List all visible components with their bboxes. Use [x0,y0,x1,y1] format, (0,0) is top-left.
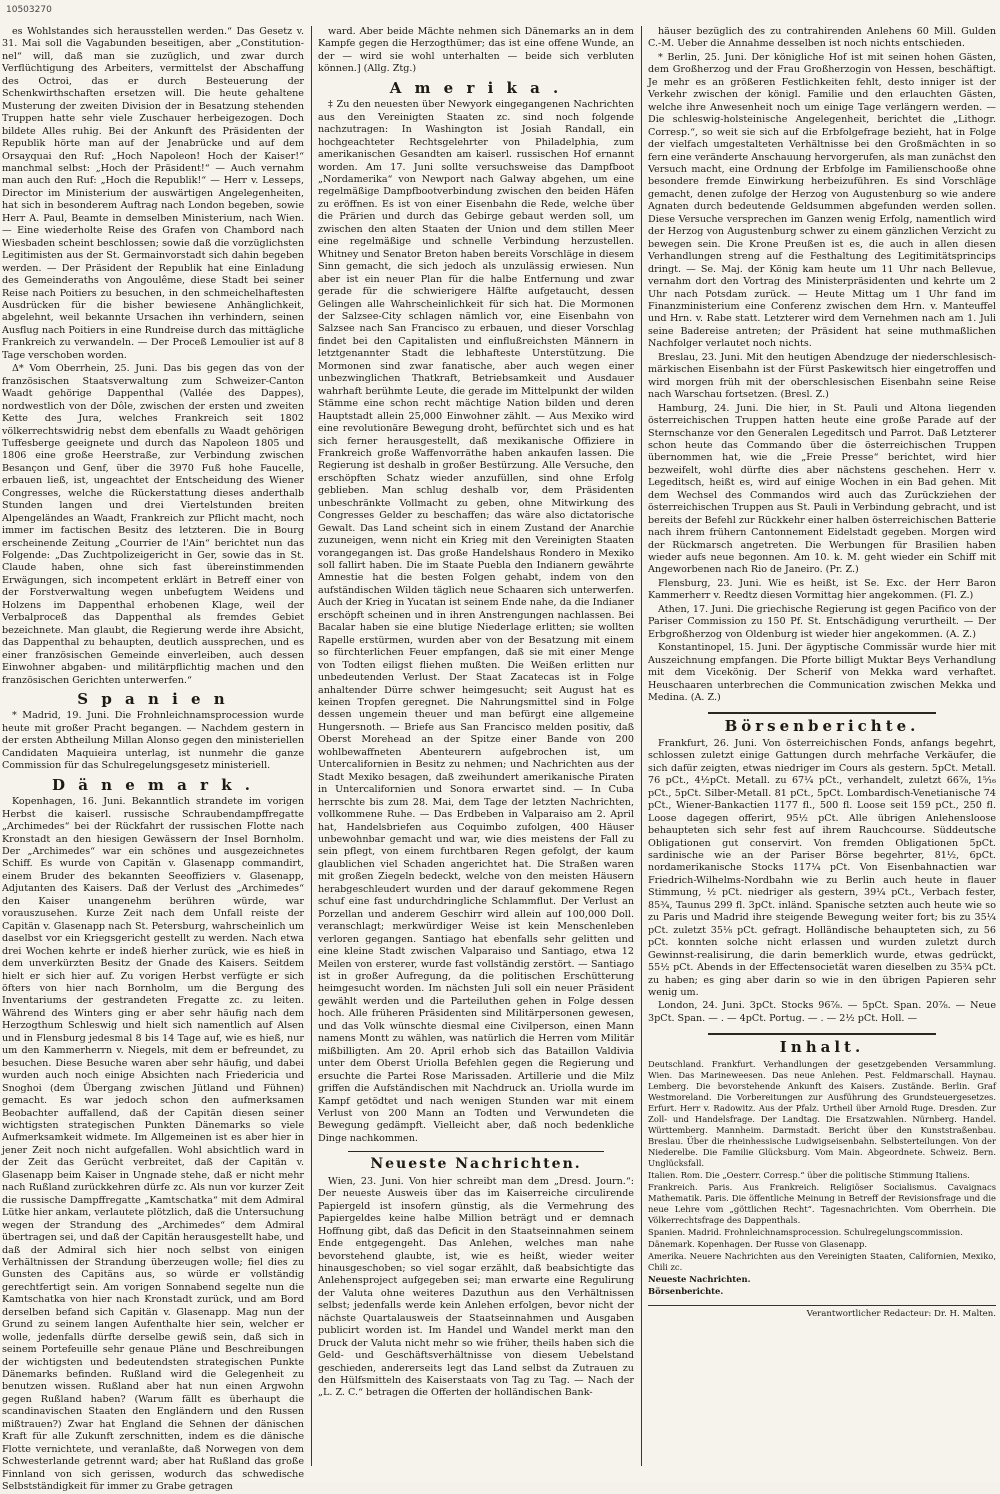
article-paragraph: Konstantinopel, 15. Juni. Der ägyptische Commissär wurde hier mit Auszeichnung empfangen. Die Pforte billigt Muktar Beys Verhandlung mit dem Vicekönig. Der Scherif von Mekka ward verhaftet. Heuschaaren unterbrechen die Communication zwischen Mekka und Medina. (A. Z.) [648,642,996,704]
article-paragraph: * Madrid, 19. Juni. Die Frohnleichnamsprocession wurde heute mit großer Pracht begangen. — Nachdem gestern in der ersten Abtheilung Millan Alonso gegen den ministeriellen Candidaten Maquieira unterlag, ist nunmehr die ganze Commission für das Schulregelungsgesetz ministeriell. [2,710,304,772]
table-of-contents [648,1059,996,1297]
column-1 [2,26,304,1493]
article-paragraph: Kopenhagen, 16. Juni. Bekanntlich strandete im vorigen Herbst die kaiserl. russische Schraubendampffregatte „Archimedes“ bei der Rückfahrt der russischen Flotte nach Kronstadt an den hiesigen Gewässern der Insel Bornholm. Der „Archimedes“ war ein schönes und ausgezeichnetes Schiff. Es wurde von Capitän v. Glasenapp commandirt, einem Bruder des bekannten Seeoffiziers v. Glasenapp, Adjutanten des Kaisers. Daß der Verlust des „Archimedes“ den Kaiser unangenehm berühren würde, war vorauszusehen. Kurze Zeit nach dem Unfall reiste der Capitän v. Glasenapp nach St. Petersburg, wahrscheinlich um daselbst vor ein Kriegsgericht gestellt zu werden. Nach etwa drei Wochen kehrte er indeß hierher zurück, wie es hieß in dem unverkürzten Besitz der Gnade des Kaisers. Seitdem hielt er sich hier auf. Zu vorigen Herbst verfügte er sich öfters von hier nach Bornholm, um die Bergung des Inventariums der gestrandeten Fregatte zc. zu leiten. Während des Winters ging er aber sehr häufig nach dem Herzogthum Schleswig und hielt sich namentlich auf Alsen und in Flensburg jedesmal 8 bis 14 Tage auf, wie es hieß, nur um den Kammerherrn v. Niegels, mit dem er befreundet, zu besuchen. Diese Besuche waren aber sehr häufig, und dabei wurden auch noch einige Absichten nach Friedericia und Snoghoi (dem Übergang zwischen Jütland und Fühnen) gemacht. Es war jedoch schon den aufmerksamen Beobachter auffallend, daß der Capitän diesen seiner wichtigsten strategischen Punkten Dänemarks so viele Aufmerksamkeit widmete. Im Allgemeinen ist es aber hier in jener Zeit noch nicht aufgefallen. Wohl absichtlich ward in der Zeit das Gerücht verbreitet, daß der Capitän v. Glasenapp beim Kaiser in Ungnade stehe, daß er nicht mehr nach Rußland zurückkehren dürfe zc. Als nun vor kurzer Zeit die russische Dampffregatte „Kamtschatka“ mit dem Admiral Lütke hier ankam, verlautete plötzlich, daß die Untersuchung wegen der Strandung des „Archimedes“ dem Admiral übertragen sei, und daß der Capitän herausgestellt habe, und daß der Admiral sich hier noch selbst von einigen Verhältnissen der Strandung überzeugen wolle; fiel dies zu Gunsten des Capitäns aus, so würde er vollständig gerechtfertigt sein. Am vorigen Sonnabend segelte nun die Kamtschatka von hier nach Kronstadt zurück, und am Bord derselben befand sich Capitän v. Glasenapp. Mag nun der Grund zu seinem langen Aufenthalte hier sein, welcher er wolle, jedenfalls dürfte derselbe gewiß sein, daß sich in seinem Portefeuille sehr genaue Pläne und Beschreibungen der wichtigsten und bedeutendsten strategischen Punkte Dänemarks befinden. Rußland wird die Gelegenheit zu benutzen wissen. Rußland aber hat nun einen Argwohn gegen Rußland haben? (Warum fällt es überhaupt die scandinavischen Staaten den Engländern und den Russen mißtrauen?) Zwar hat England die Sehnen der dänischen Kraft für alle Zukunft zerschnitten, indem es die dänische Flotte vernichtete, und veranlaßte, daß Norwegen von dem Schwesterlande getrennt ward; aber hat Rußland das große Finnland von sich gerissen, wodurch das schwedische Selbstständigkeit für immer zu Grabe getragen [2,796,304,1493]
article-paragraph: ward. Aber beide Mächte nehmen sich Dänemarks an in dem Kampfe gegen die Herzogthümer; das ist eine offene Wunde, an der — wird sie wohl unterhalten — beide sich verbluten können.] (Allg. Ztg.) [318,26,634,75]
article-paragraph: * Berlin, 25. Juni. Der königliche Hof ist mit seinen hohen Gästen, dem Großherzog und der Frau Großherzogin von Hessen, beschäftigt. Je mehr es an größeren Festlichkeiten fehlt, desto inniger ist der Verkehr zwischen der königl. Familie und den erlauchten Gästen, welche ihre Anwesenheit noch um einige Tage verlängern werden. — Die schleswig-holsteinische Angelegenheit, berichtet die „Lithogr. Corresp.“, so weit sie sich auf die Erbfolgefrage bezieht, hat in Folge der vielfach umgestalteten Verhältnisse bei den Großmächten in so fern eine veränderte Anschauung hervorgerufen, als man zunächst den Versuch macht, eine Ordnung der Erbfolge im Familienschooße ohne besondere fremde Einwirkung herbeizuführen. Es sind Vorschläge gemacht, denen zufolge der Herzog von Augustenburg so wie andere Agnaten durch bedeutende Geldsummen abgefunden werden sollen. Diese Versuche versprechen im Ganzen wenig Erfolg, namentlich wird der Herzog von Augustenburg schwer zu einem gänzlichen Verzicht zu bewegen sein. Die Krone Preußen ist es, die auch in allen diesen Verhandlungen streng auf die Festhaltung des Legitimitätsprincips dringt. — Se. Maj. der König kam heute um 11 Uhr nach Bellevue, vernahm dort den Vortrag des Ministerpräsidenten und kehrte um 2 Uhr nach Potsdam zurück. — Heute Mittag um 1 Uhr fand im Finanzministerium eine Conferenz zwischen dem Hrn. v. Manteuffel und Hrn. v. Rabe statt. Letzterer wird dem Vernehmen nach am 1. Juli seine Badereise antreten; der Präsident hat seine muthmaßlichen Nachfolger verlautet noch nichts. [648,51,996,350]
section-rule [708,1033,936,1035]
article-paragraph: Hamburg, 24. Juni. Die hier, in St. Pauli und Altona liegenden österreichischen Truppen hatten heute eine große Parade auf der Sternschanze vor den Generalen Legeditsch und Parrot. Daß Letzterer schon heute das Commando über die österreichischen Truppen übernommen hat, wie die „Freie Presse“ berichtet, wird hier bezweifelt, wohl dürfte dies aber nächstens geschehen. Herr v. Legeditsch, heißt es, wird auf einige Wochen in ein Bad gehen. Mit dem Wechsel des Commandos wird auch das Zurückziehen der österreichischen Truppen aus St. Pauli in Verbindung gebracht, und ist bereits der Befehl zur Rückkehr einer halben österreichischen Batterie nach ihrem frühern Cantonnement Eidelstadt gegeben. Morgen wird der Rückmarsch angetreten. Die Werbungen für Brasilien haben wieder aufs neue begonnen. Am 10. k. M. geht wieder ein Schiff mit Angeworbenen nach Rio de Janeiro. (Pr. Z.) [648,402,996,576]
section-heading-neueste: Neueste Nachrichten. [370,1156,582,1173]
toc-entry: Italien. Rom. Die „Oesterr. Corresp.“ über die politische Stimmung Italiens. [648,1169,970,1180]
column-divider [641,26,642,1466]
toc-entry: Spanien. Madrid. Frohnleichnamsprocession. Schulregelungscommission. [648,1226,963,1237]
article-paragraph: Wien, 23. Juni. Von hier schreibt man dem „Dresd. Journ.“: Der neueste Ausweis über das im Kaiserreiche circulirende Papiergeld ist insofern günstig, als die Vermehrung des Papiergeldes keine halbe Million beträgt und er demnach Hoffnung gibt, daß das Deficit in den Staatseinnahmen seinem Ende entgegengeht. Das Anlehen, welches man nahe bevorstehend glaubte, ist, wie es heißt, wieder weiter hinausgeschoben; so viel sogar erzählt, daß beabsichtigte das Anlehensproject aufgegeben sei; man erwarte eine Regulirung der Valuta ohne weiteres Dazuthun aus den Verhältnissen selbst; jedenfalls werde kein Anlehen erfolgen, bevor nicht der nächste Quartalausweis der Staatseinnahmen und Ausgaben publicirt worden ist. Im Handel und Wandel merkt man den Druck der Valuta nicht mehr so wie früher, theils haben sich die Geld- und Geschäftsverhältnisse von diesem Uebelstand geschieden, andererseits legt das Land selbst da Zutrauen zu den Hülfsmitteln des Kaiserstaats von Tag zu Tag. — Nach der „L. Z. C.“ betragen die Offerten der holländischen Bank- [318,1175,634,1399]
toc-entry: Amerika. Neuere Nachrichten aus den Vereinigten Staaten, Californien, Mexiko, Chili zc. [648,1250,996,1272]
toc-entry: Börsenberichte. [648,1285,724,1296]
article-paragraph: häuser bezüglich des zu contrahirenden Anlehens 60 Mill. Gulden C.-M. Ueber die Annahme desselben ist noch nichts entschieden. [648,26,996,50]
section-rule [708,712,936,714]
editor-signature: Verantwortlicher Redacteur: Dr. H. Malten. [648,1305,996,1320]
column-divider [311,26,312,1466]
column-3 [648,26,996,1476]
article-paragraph: es Wohlstandes sich herausstellen werden.“ Das Gesetz v. 31. Mai soll die Vagabunden beseitigen, aber „Constitution-nel“ will, daß man sie zuzüglich, und zwar durch Verflüchtigung des Arbeiters, vermittelst der Abschaffung des Octroi, das er durch Besteuerung der Schenkwirthschaften ersetzen will. Die heute gehaltene Musterung der zweiten Division der in Besatzung stehenden Truppen hatte sehr viele Zuschauer herbeigezogen. Doch bildete Alles ruhig. Bei der Ankunft des Präsidenten der Republik hörte man auf der Jenabrücke und auf dem Orsayquai den Ruf: „Hoch Napoleon! Hoch der Kaiser!“ manchmal selbst: „Hoch der Präsident!“ — Auch vernahm man auch den Ruf: „Hoch die Republik!“ — Herr v. Lesseps, Director im Ministerium der auswärtigen Angelegenheiten, hat sich in besonderem Auftrag nach London begeben, sowie Herr A. Paul, Beamte in demselben Ministerium, nach Wien. — Eine wiederholte Reise des Grafen von Chambord nach Wiesbaden scheint beschlossen; sowie daß die vorzüglichsten Legitimisten aus der St. Germainvorstadt sich dahin begeben werden. — Der Präsident der Republik hat eine Einladung des Gemeinderaths von Angoulême, diese Stadt bei seiner Reise nach Poitiers zu besuchen, in den schmeichelhaftesten Ausdrücken für die bisher bewiesene Anhänglichkeit, abgelehnt, weil bekannte Ursachen ihn verhindern, seinen Ausflug nach Poitiers in eine Rundreise durch das mittägliche Frankreich zu verwandeln. — Der Proceß Lemoulier ist auf 8 Tage verschoben worden. [2,26,304,361]
section-heading-amerika: A m e r i k a . [389,78,563,97]
section-heading-boersen: Börsenberichte. [724,717,920,736]
toc-entry: Neueste Nachrichten. [648,1273,751,1284]
section-heading-spanien: S p a n i e n [77,690,229,709]
section-heading-daenemark: D ä n e m a r k . [51,775,255,794]
article-paragraph: London, 24. Juni. 3pCt. Stocks 96⅞. — 5pCt. Span. 20⅞. — Neue 3pCt. Span. — . — 4pCt. Portug. — . — 2½ pCt. Holl. — [648,1000,996,1024]
article-paragraph: Δ* Vom Oberrhein, 25. Juni. Das bis gegen das von der französischen Staatsverwaltung zum Schweizer-Canton Waadt gehörige Dappenthal (Vallée des Dappes), nordwestlich von der Dôle, zwischen der ersten und zweiten Kette des Jura, welches Frankreich seit 1802 völkerrechtswidrig nebst dem ebenfalls zu Waadt gehörigen Tuffesberge geeignete und durch das Napoleon 1805 und 1806 eine große Heerstraße, zur Verbindung zwischen Besançon und Genf, über die 3970 Fuß hohe Faucelle, erbauen ließ, ist, ungeachtet der Entscheidung des Wiener Congresses, welche die Rückerstattung dieses anderthalb Stunden langen und drei Viertelstunden breiten Alpengeländes an Waadt, Frankreich zur Pflicht macht, noch immer im factischen Besitz des letzteren. Die in Bourg erscheinende Zeitung „Courrier de l'Ain“ berichtet nun das Folgende: „Das Zuchtpolizeigericht in Ger, sowie das in St. Claude haben, ohne sich fast übereinstimmenden Erwägungen, sich incompetent erklärt in Betreff einer von der Forstverwaltung wegen unbefugtem Weidens und Holzens im Dappenthal erhobenen Klage, weil der Verbalproceß das Dappenthal als fremdes Gebiet bezeichnete. Man glaubt, die Regierung werde ihre Absicht, das Dappenthal zu behaupten, deutlich aussprechen, und es einer französischen Gemeinde einverleiben, auch dessen Einwohner abgaben- und militärpflichtig machen und den französischen Gerichten unterwerfen.“ [2,363,304,686]
section-heading-inhalt: Inhalt. [779,1038,865,1057]
section-rule [348,1151,604,1152]
column-2 [318,26,634,1476]
article-paragraph: ‡ Zu den neuesten über Newyork eingegangenen Nachrichten aus den Vereinigten Staaten zc. sind noch folgende nachzutragen: In Washington ist Josiah Randall, ein hochgeachteter Rechtsgelehrter von Philadelphia, zum amerikanischen Gesandten am kaiserl. russischen Hof ernannt worden. Am 17. Juni sollte versuchsweise das Dampfboot „Nordamerika“ von Newport nach Galway abgehen, um eine regelmäßige Dampfbootverbindung zwischen den beiden Häfen zu eröffnen. Es ist von einer Eisenbahn die Rede, welche über die Prärien und durch das Gebirge gebaut werden soll, um zwischen den alten Staaten der Union und dem stillen Meer eine regelmäßige und schnelle Verbindung herzustellen. Whitney und Senator Breton haben bereits Vorschläge in diesem Sinn gemacht, die sich jedoch als unzulässig erwiesen. Nun aber ist ein neuer Plan für die halbe Entfernung und zwar gerade für die schwierigere Hälfte aufgetaucht, dessen Gelingen alle Wahrscheinlichkeit für sich hat. Die Mormonen der Salzsee-City schlagen nämlich vor, eine Eisenbahn von Salzsee nach San Francisco zu erbauen, und dieser Vorschlag findet bei den Capitalisten und einflußreichsten Männern in letztgenannter Stadt die lebhafteste Unterstützung. Die Mormonen sind zwar fanatische, aber auch wegen einer unbezwinglichen Thatkraft, Betriebsamkeit und Ausdauer wahrhaft berühmte Leute, die gerade im Mittelpunkt der wilden Stämme eine schon recht mächtige Nation bilden und deren Hauptstadt allein 25,000 Einwohner zählt. — Aus Mexiko wird eine revolutionäre Bewegung droht, befürchtet sich und es hat sich ferner herausgestellt, daß mexikanische Offiziere in Frankreich große Waffenvorräthe haben ankaufen lassen. Die Regierung ist deshalb in großer Bestürzung. Alle Versuche, den erschöpften Schatz wieder anzufüllen, sind ohne Erfolg geblieben. Man schlug deshalb vor, dem Präsidenten unbeschränkte Vollmacht zu geben, ohne Mitwirkung des Congresses Gelder zu beschaffen; das wäre also dictatorische Gewalt. Das Land scheint sich in einem Zustand der Anarchie zuzuneigen, wenn nicht ein Krieg mit den Vereinigten Staaten vorangegangen ist. Das große Handelshaus Rondero in Mexiko soll fallirt haben. Die im Staate Puebla den Indianern gewährte Amnestie hat die besten Folgen gehabt, indem von den aufständischen Wilden täglich neue Schaaren sich unterwerfen. Auch der Krieg in Yucatan ist seinem Ende nahe, da die Indianer erschöpft scheinen und in ihren Anstrengungen nachlassen. Bei Bacalar haben sie eine blutige Niederlage erlitten; sie wollten Rapelle erstürmen, wurden aber von der Besatzung mit einem so fürchterlichen Feuer empfangen, daß sie mit einer Menge von Todten eiligst fliehen mußten. Die Weißen erlitten nur unbedeutenden Verlust. Der Staat Zacatecas ist in Folge anhaltender Dürre schwer heimgesucht; seit August hat es keinen Tropfen geregnet. Die Nahrungsmittel sind in Folge dessen ungemein theuer und man befürgt eine allgemeine Hungersnoth. — Briefe aus San Francisco melden positiv, daß Oberst Morehead an der Spitze einer Bande von 200 wohlbewaffneten Abenteurern aufgebrochen ist, um Untercalifornien in Besitz zu nehmen; und Nachrichten aus der Stadt Mexiko besagen, daß zweihundert amerikanische Piraten in Untercalifornien und Sonora erwartet sind. — In Cuba herrschte bis zum 28. Mai, dem Tage der letzten Nachrichten, vollkommene Ruhe. — Das Erdbeben in Valparaiso am 2. April hat, Handelsbriefen aus Coquimbo zufolgen, 400 Häuser unbewohnbar gemacht und war, wie dies meistens der Fall zu sein pflegt, von einem furchtbaren Regen gefolgt, der kaum glaublichen viel Schaden angerichtet hat. Die Straßen waren mit großen Ziegeln bedeckt, welche von den meisten Häusern herabgeschleudert wurden und der darauf gekommene Regen schuf eine fast undurchdringliche Schlammflut. Der Verlust an Porzellan und anderem Geschirr wird allein auf 100,000 Doll. veranschlagt; merkwürdiger Weise ist kein Menschenleben verloren gegangen. Santiago hat ebenfalls sehr gelitten und eine kleine Stadt zwischen Valparaiso und Santiago, etwa 12 Meilen von ersterer, wurde fast vollständig zerstört. — Santiago ist in großer Aufregung, da die politischen Erschütterung heimgesucht worden. Im nächsten Juli soll ein neuer Präsident gewählt werden und die Parteiluthen gehen in Folge dessen hoch. Alle früheren Präsidenten sind Militärpersonen gewesen, und das Volk wünschte diesmal eine Civilperson, einen Mann namens Montt zu wählen, was natürlich die Herren vom Militär mißbilligten. Am 20. April erhob sich das Bataillon Valdivia unter dem Oberst Uriolla Befehlen gegen die Regierung und ersuchte die Partei Rose Marissaden. Artillerie und die Milz griffen die Aufständischen mit Nachdruck an. Uriolla wurde im Kampf getödtet und nach wenigen Stunden war mit einem Verlust von 200 Mann an Todten und Verwundeten die Bewegung gedämpft. Vielleicht aber, daß noch bedenkliche Dinge nachkommen. [318,99,634,1144]
toc-entry: Dänemark. Kopenhagen. Der Russe von Glasenapp. [648,1238,868,1249]
toc-entry: Deutschland. Frankfurt. Verhandlungen der gesetzgebenden Versammlung. Wien. Das Marineweesen. Das neue Anlehen. Pest. Feldmarschall. Haynau. Lemberg. Die bevorstehende Ankunft des Kaisers. Zustände. Berlin. Graf Westmoreland. Die Vorbereitungen zur Ausführung des Grundsteuergesetzes. Erfurt. Herr v. Radowitz. Aus der Pfalz. Urtheil über Arnold Ruge. Dresden. Zur Zoll- und Handelsfrage. Der Landtag. Die Ersatzwahlen. Nürnberg. Handel. Württemberg. Mannheim. Darmstadt. Bericht über den Kunststraßenbau. Breslau. Über die rheinhessische Ludwigseisenbahn. Selbsterteilungen. Von der Niederelbe. Die Familie Glücksburg. Vom Main. Abgeordnete. Schweiz. Bern. Unglücksfall. [648,1058,996,1168]
article-paragraph: Frankfurt, 26. Juni. Von österreichischen Fonds, anfangs begehrt, schlossen zuletzt einige Gattungen durch mehrfache Verkäufer, die sich dafür zeigten, etwas niedriger im Cours als gestern. 5pCt. Metall. 76 pCt., 4½pCt. Metall. zu 67¼ pCt., verhandelt, zuletzt 66⅞, 1⁵⁄₁₆ pCt., 5pCt. Silber-Metall. 81 pCt., 5pCt. Lombardisch-Venetianische 74 pCt., Wiener-Bankactien 1177 fl., 500 fl. Loose seit 159 pCt., 250 fl. Loose dagegen offerirt, 95½ pCt. Alle übrigen Anlehensloose behaupteten sich sehr fest auf ihrem Rauchcourse. Süddeutsche Obligationen gut conservirt. Von fremden Obligationen 5pCt. sardinische wie an der Pariser Börse begehrter, 81½, 6pCt. nordamerikanische Stocks 117¼ pCt. Von Eisenbahnactien war Friedrich-Wilhelms-Nordbahn wie zu Berlin auch heute in flauer Stimmung, ½ pCt. niedriger als gestern, 39¼ pCt., Verbach fester, 85¾, Taunus 299 fl. 3pCt. inländ. Spanische setzten auch heute wie so zu Paris und Madrid ihre steigende Bewegung weiter fort; bis zu 35¼ pCt. zuletzt 35⅛ pCt. gefragt. Holländische behaupteten sich, zu 56 pCt. konnten solche nicht erlassen und wurden zuletzt durch Gewinnst-realisirung, die darin bemerklich wurde, etwas gedrückt, 55½ pCt. Abends in der Effectensocietät waren dieselben zu 35¾ pCt. zu haben; es ging aber darin so wie in den übrigen Papieren sehr wenig um. [648,737,996,998]
article-paragraph: Athen, 17. Juni. Die griechische Regierung ist gegen Pacifico von der Pariser Commission zu 150 Pf. St. Entschädigung verurtheilt. — Der Erbgroßherzog von Oldenburg ist wieder hier angekommen. (A. Z.) [648,603,996,640]
toc-entry: Frankreich. Paris. Aus Frankreich. Religiöser Socialismus. Cavaignacs Mathematik. Paris. Die öffentliche Meinung in Betreff der Revisionsfrage und die neue Lehre vom „göttlichen Recht“. Tagesnachrichten. Vom Oberrhein. Die Völkerrechtsfrage des Dappenthals. [648,1181,996,1225]
article-paragraph: Breslau, 23. Juni. Mit den heutigen Abendzuge der niederschlesisch-märkischen Eisenbahn ist der Fürst Paskewitsch hier eingetroffen und wird morgen früh mit der oberschlesischen Eisenbahn seine Reise nach Warschau fortsetzen. (Bresl. Z.) [648,351,996,401]
page-id: 10503270 [6,5,52,15]
article-paragraph: Flensburg, 23. Juni. Wie es heißt, ist Se. Exc. der Herr Baron Kammerherr v. Reedtz diesen Vormittag hier angekommen. (Fl. Z.) [648,577,996,602]
